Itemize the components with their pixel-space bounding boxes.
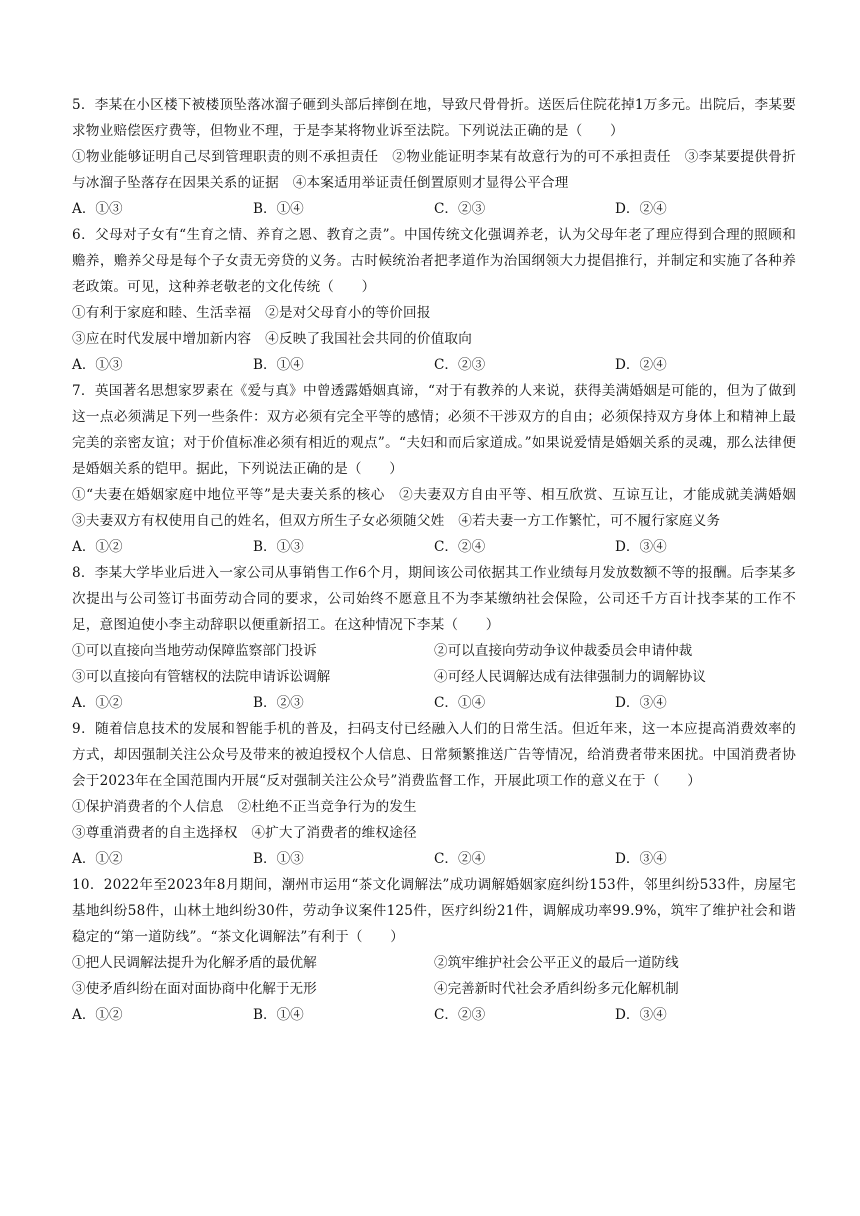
statement-3: ③可以直接向有管辖权的法院申请诉讼调解 bbox=[72, 669, 331, 685]
answer-option-c[interactable]: C．②④ bbox=[434, 539, 486, 555]
statement-2: ②筑牢维护社会公平正义的最后一道防线 bbox=[434, 955, 679, 971]
statement-grid bbox=[72, 950, 796, 1002]
answer-option-d[interactable]: D．③④ bbox=[615, 539, 667, 555]
statement-2: ②可以直接向劳动争议仲裁委员会申请仲裁 bbox=[434, 643, 693, 659]
statement-3: ③使矛盾纠纷在面对面协商中化解于无形 bbox=[72, 981, 317, 997]
question-stem: 7．英国著名思想家罗素在《爱与真》中曾透露婚姻真谛，“对于有教养的人来说，获得美满婚姻是可能的，但为了做到这一点必须满足下列一些条件：双方必须有完全平等的感情；必须不干涉双方的自由；必须保持双方身体上和精神上最完美的亲密友谊；对于价值标准必须有相近的观点”。“夫妇和而后家道成。”如果说爱情是婚姻关系的灵魂，那么法律便是婚姻关系的铠甲。据此，下列说法正确的是（ ） bbox=[72, 383, 796, 477]
question-stem: 5．李某在小区楼下被楼顶坠落冰溜子砸到头部后摔倒在地，导致尺骨骨折。送医后住院花掉1万多元。出院后，李某要求物业赔偿医疗费等，但物业不理，于是李某将物业诉至法院。下列说法正确的是（ ） bbox=[72, 97, 796, 139]
answer-options bbox=[72, 196, 796, 222]
statement-4: ④完善新时代社会矛盾纠纷多元化解机制 bbox=[434, 981, 679, 997]
statement-1: ①可以直接向当地劳动保障监察部门投诉 bbox=[72, 643, 317, 659]
answer-option-a[interactable]: A．①③ bbox=[72, 357, 123, 373]
statement-line: ①有利于家庭和睦、生活幸福 ②是对父母育小的等价回报 bbox=[72, 305, 431, 321]
answer-option-a[interactable]: A．①② bbox=[72, 539, 123, 555]
question-7 bbox=[72, 378, 810, 560]
statement-line: ③尊重消费者的自主选择权 ④扩大了消费者的维权途径 bbox=[72, 825, 417, 841]
answer-option-c[interactable]: C．②④ bbox=[434, 851, 486, 867]
answer-option-d[interactable]: D．②④ bbox=[615, 357, 667, 373]
answer-option-c[interactable]: C．①④ bbox=[434, 695, 486, 711]
answer-option-d[interactable]: D．②④ bbox=[615, 201, 667, 217]
answer-option-b[interactable]: B．①③ bbox=[253, 851, 304, 867]
question-6 bbox=[72, 222, 796, 378]
question-statements: ①物业能够证明自己尽到管理职责的则不承担责任 ②物业能证明李某有故意行为的可不承担责任 ③李某要提供骨折与冰溜子坠落存在因果关系的证据 ④本案适用举证责任倒置原则才显得公平合理 bbox=[72, 149, 796, 191]
answer-option-d[interactable]: D．③④ bbox=[615, 1007, 667, 1023]
statement-1: ①把人民调解法提升为化解矛盾的最优解 bbox=[72, 955, 317, 971]
answer-option-a[interactable]: A．①③ bbox=[72, 201, 123, 217]
question-8 bbox=[72, 560, 796, 716]
answer-option-a[interactable]: A．①② bbox=[72, 695, 123, 711]
answer-options bbox=[72, 352, 796, 378]
question-10 bbox=[72, 872, 796, 1028]
answer-option-d[interactable]: D．③④ bbox=[615, 695, 667, 711]
question-statements: ①“夫妻在婚姻家庭中地位平等”是夫妻关系的核心 ②夫妻双方自由平等、相互欣赏、互谅互让，才能成就美满婚姻 ③夫妻双方有权使用自己的姓名，但双方所生子女必须随父姓 ④若夫妻一方工作繁忙，可不履行家庭义务 bbox=[72, 487, 810, 529]
question-stem: 10．2022年至2023年8月期间，潮州市运用“茶文化调解法”成功调解婚姻家庭纠纷153件，邻里纠纷533件，房屋宅基地纠纷58件，山林土地纠纷30件，劳动争议案件125件，医疗纠纷21件，调解成功率99.9%，筑牢了维护社会和谐稳定的“第一道防线”。“茶文化调解法”有利于（ ） bbox=[72, 877, 796, 945]
question-stem: 9．随着信息技术的发展和智能手机的普及，扫码支付已经融入人们的日常生活。但近年来，这一本应提高消费效率的方式，却因强制关注公众号及带来的被迫授权个人信息、日常频繁推送广告等情况，给消费者带来困扰。中国消费者协会于2023年在全国范围内开展“反对强制关注公众号”消费监督工作，开展此项工作的意义在于（ ） bbox=[72, 721, 796, 789]
answer-option-b[interactable]: B．①④ bbox=[253, 201, 304, 217]
answer-option-b[interactable]: B．②③ bbox=[253, 695, 304, 711]
answer-option-a[interactable]: A．①② bbox=[72, 1007, 123, 1023]
answer-option-b[interactable]: B．①④ bbox=[253, 357, 304, 373]
exam-page bbox=[72, 92, 810, 1028]
answer-option-b[interactable]: B．①④ bbox=[253, 1007, 304, 1023]
statement-line: ③应在时代发展中增加新内容 ④反映了我国社会共同的价值取向 bbox=[72, 331, 473, 347]
question-stem: 6．父母对子女有“生育之情、养育之恩、教育之责”。中国传统文化强调养老，认为父母年老了理应得到合理的照顾和赡养，赡养父母是每个子女责无旁贷的义务。古时候统治者把孝道作为治国纲领大力提倡推行，并制定和实施了各种养老政策。可见，这种养老敬老的文化传统（ ） bbox=[72, 227, 796, 295]
question-stem: 8．李某大学毕业后进入一家公司从事销售工作6个月，期间该公司依据其工作业绩每月发放数额不等的报酬。后李某多次提出与公司签订书面劳动合同的要求，公司始终不愿意且不为李某缴纳社会保险，公司还千方百计找李某的工作不足，意图迫使小李主动辞职以便重新招工。在这种情况下李某（ ） bbox=[72, 565, 796, 633]
question-9 bbox=[72, 716, 796, 872]
answer-option-a[interactable]: A．①② bbox=[72, 851, 123, 867]
answer-option-c[interactable]: C．②③ bbox=[434, 357, 486, 373]
answer-options bbox=[72, 534, 796, 560]
answer-options bbox=[72, 1002, 796, 1028]
answer-option-c[interactable]: C．②③ bbox=[434, 1007, 486, 1023]
statement-4: ④可经人民调解达成有法律强制力的调解协议 bbox=[434, 669, 706, 685]
statement-grid bbox=[72, 638, 796, 690]
answer-option-d[interactable]: D．③④ bbox=[615, 851, 667, 867]
statement-line: ①保护消费者的个人信息 ②杜绝不正当竞争行为的发生 bbox=[72, 799, 417, 815]
answer-options bbox=[72, 846, 796, 872]
question-5 bbox=[72, 92, 796, 222]
answer-options bbox=[72, 690, 796, 716]
answer-option-c[interactable]: C．②③ bbox=[434, 201, 486, 217]
answer-option-b[interactable]: B．①③ bbox=[253, 539, 304, 555]
